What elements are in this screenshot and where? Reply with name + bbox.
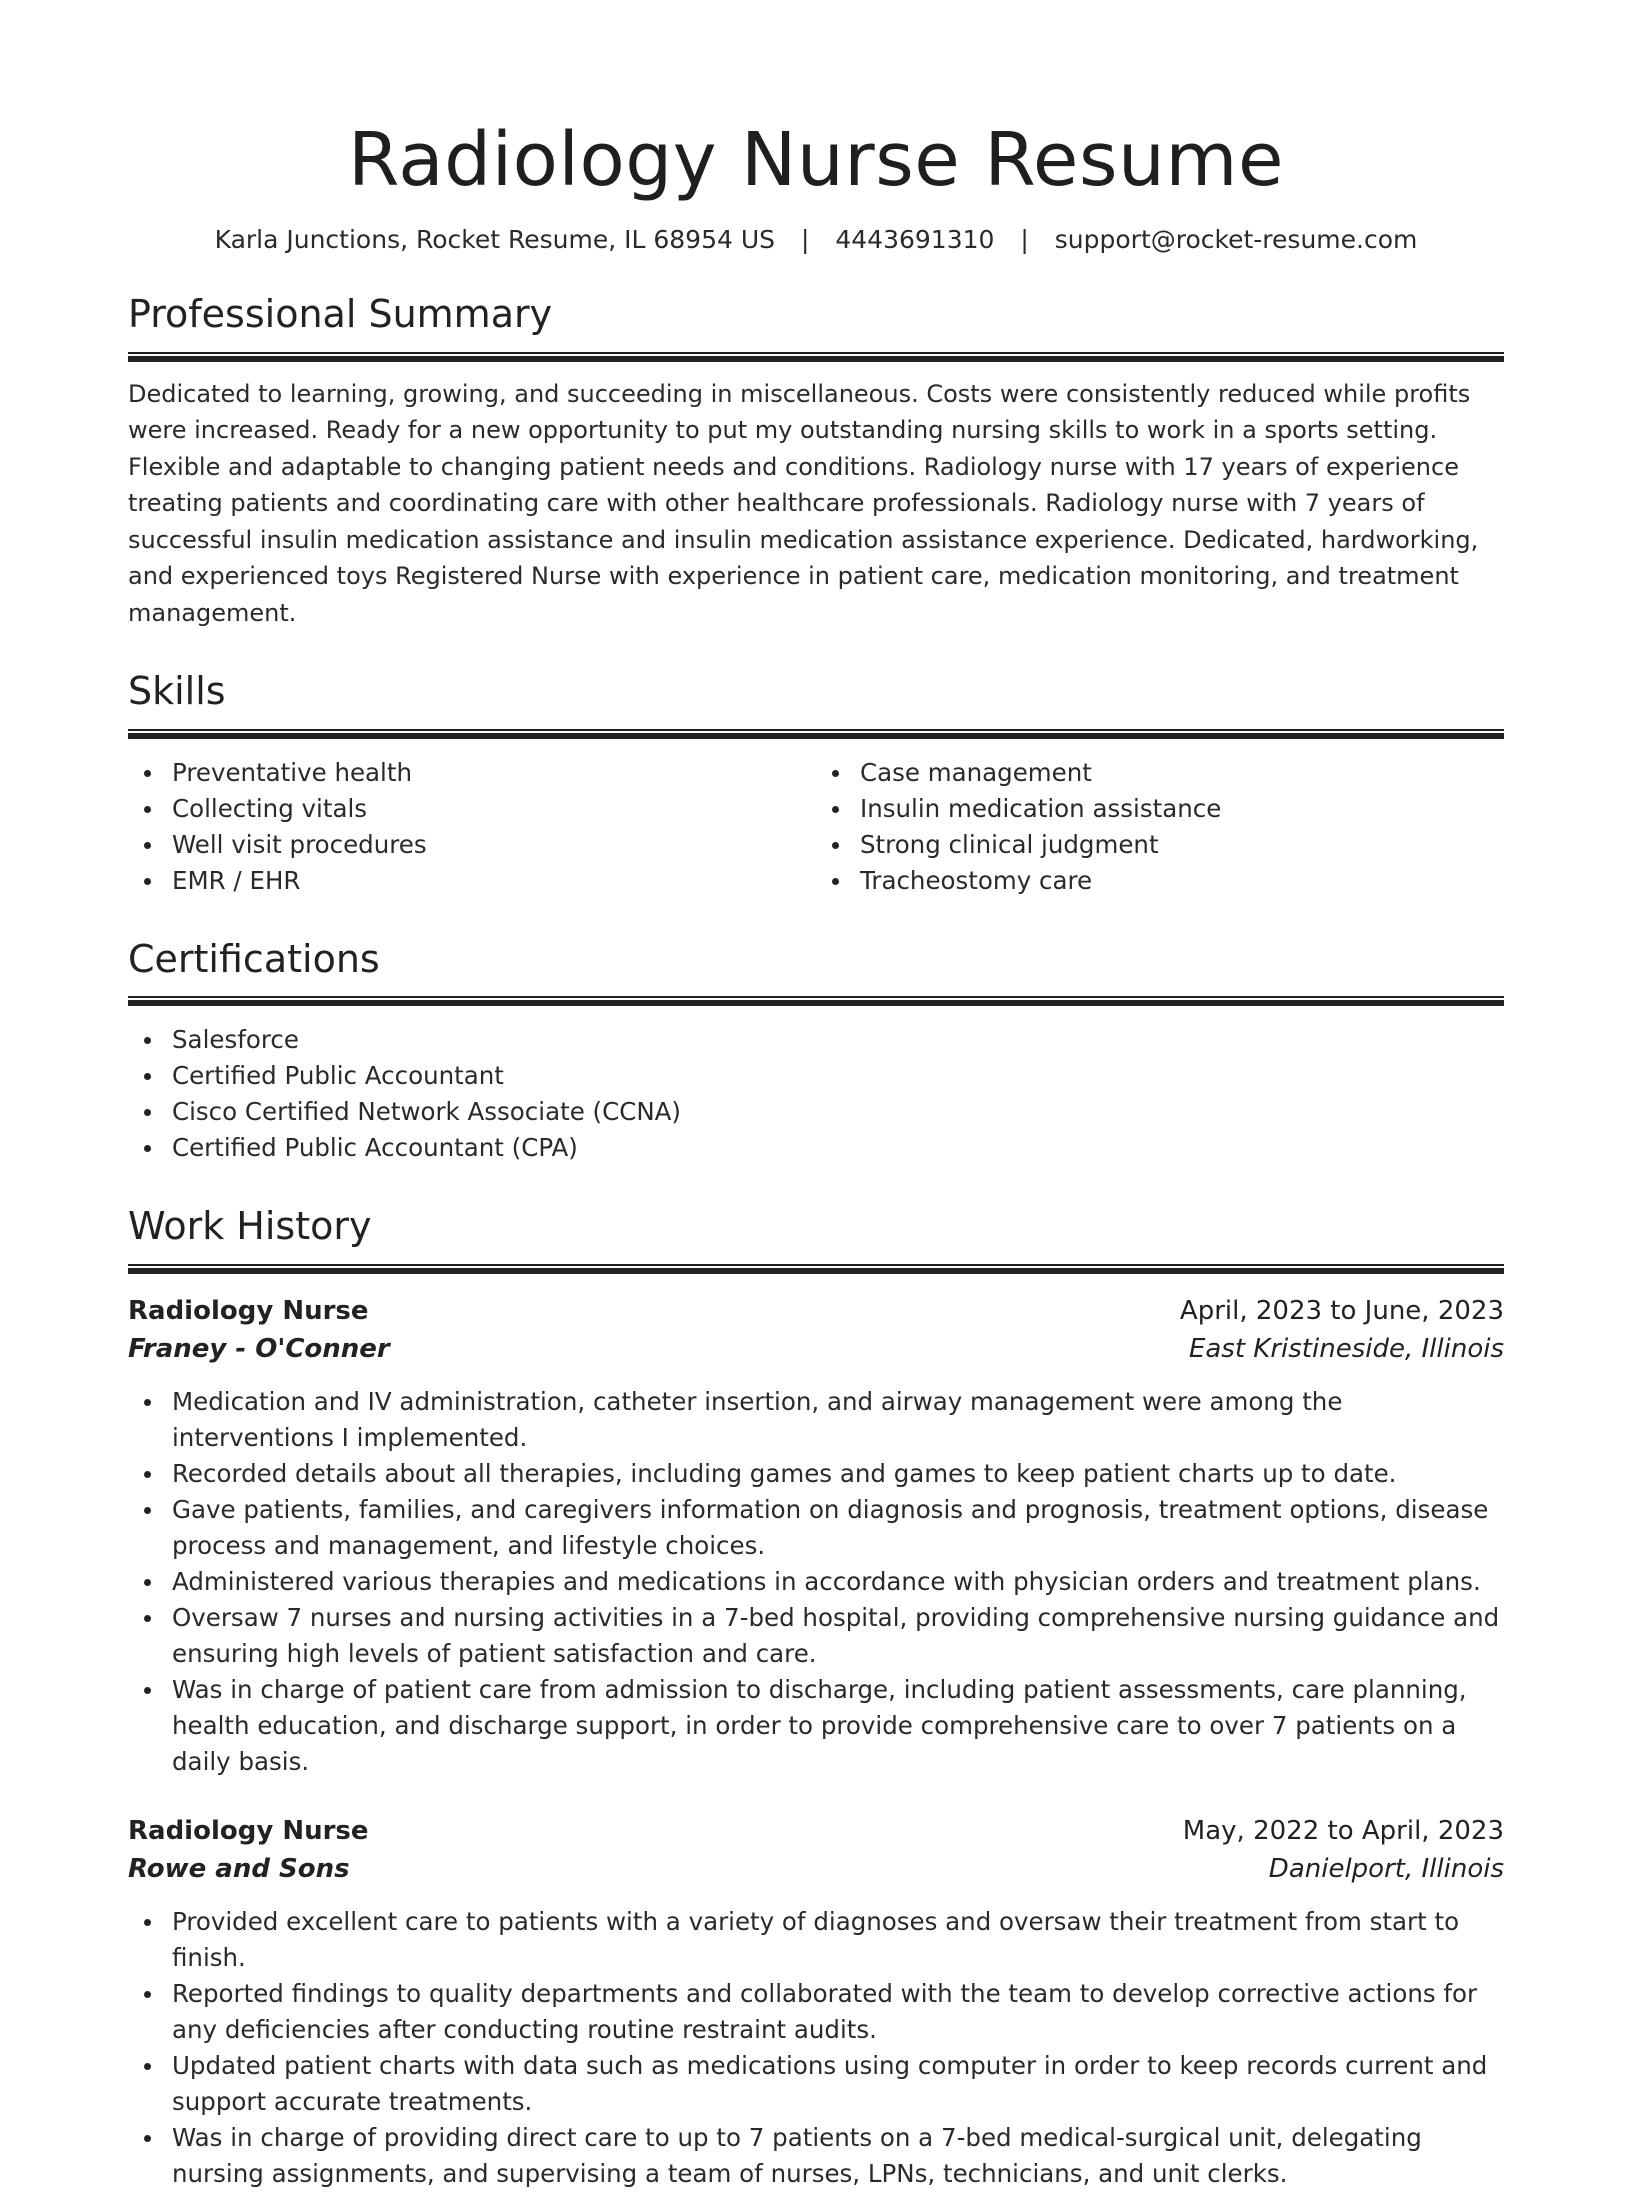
- job-location: Danielport, Illinois: [1268, 1853, 1504, 1884]
- job-company: Rowe and Sons: [128, 1853, 350, 1884]
- job-header-row: [128, 1812, 1504, 1850]
- job-bullet: Gave patients, families, and caregivers information on diagnosis and prognosis, treatment options, disease process and management, and lifestyle choices.: [128, 1492, 1504, 1564]
- resume-title: Radiology Nurse Resume: [347, 117, 1285, 203]
- skill-item: Preventative health: [128, 755, 816, 791]
- job-bullet: Administered various therapies and medications in accordance with physician orders and treatment plans.: [128, 1564, 1504, 1600]
- certifications-list: [128, 1022, 1504, 1166]
- section-divider: [128, 996, 1504, 1006]
- job-title: Radiology Nurse: [128, 1815, 369, 1846]
- job-location: East Kristineside, Illinois: [1188, 1333, 1504, 1364]
- skill-item: Insulin medication assistance: [816, 791, 1504, 827]
- job-company: Franey - O'Conner: [128, 1333, 390, 1364]
- skill-item: Collecting vitals: [128, 791, 816, 827]
- section-divider: [128, 729, 1504, 739]
- skill-item: EMR / EHR: [128, 863, 816, 899]
- section-title-summary: Professional Summary: [128, 292, 553, 337]
- certification-item: Cisco Certified Network Associate (CCNA): [128, 1094, 1504, 1130]
- work-history-section: [128, 1204, 1504, 1274]
- job-bullet: Medication and IV administration, catheter insertion, and airway management were among the interventions I implemented.: [128, 1384, 1504, 1456]
- summary-text: Dedicated to learning, growing, and succeeding in miscellaneous. Costs were consistently reduced while profits were increased. Ready for a new opportunity to put my outstanding nursing skills to work in a sports setting. Flexible and adaptable to changing patient needs and conditions. Radiology nurse with 17 years of experience treating patients and coordinating care with other healthcare professionals. Radiology nurse with 7 years of successful insulin medication assistance and insulin medication assistance experience. Dedicated, hardworking, and experienced toys Registered Nurse with experience in patient care, medication monitoring, and treatment management.: [128, 379, 1479, 627]
- section-divider: [128, 352, 1504, 362]
- job-bullet: Recorded details about all therapies, including games and games to keep patient charts up to date.: [128, 1456, 1504, 1492]
- job-bullet: Was in charge of patient care from admission to discharge, including patient assessments, care planning, health education, and discharge support, in order to provide comprehensive care to over 7 patients on a daily basis.: [128, 1672, 1504, 1780]
- contact-email: support@rocket-resume.com: [1054, 225, 1418, 255]
- job-bullet: Was in charge of providing direct care to up to 7 patients on a 7-bed medical-surgical unit, delegating nursing assignments, and supervising a team of nurses, LPNs, technicians, and unit clerks.: [128, 2120, 1504, 2192]
- skills-grid: [128, 755, 1504, 899]
- job-dates: May, 2022 to April, 2023: [1182, 1815, 1504, 1846]
- section-title-work-history: Work History: [128, 1204, 372, 1249]
- contact-separator: |: [800, 225, 810, 255]
- section-divider: [128, 1264, 1504, 1274]
- job-employer-row: [128, 1330, 1504, 1368]
- skills-section: [128, 669, 1504, 739]
- skill-item: Well visit procedures: [128, 827, 816, 863]
- job-bullets: [128, 1904, 1504, 2192]
- certifications-section: [128, 937, 1504, 1007]
- section-title-skills: Skills: [128, 669, 226, 714]
- contact-line: [128, 225, 1504, 254]
- skills-list-left: [128, 755, 816, 899]
- job-bullet: Reported findings to quality departments and collaborated with the team to develop corrective actions for any deficiencies after conducting routine restraint audits.: [128, 1976, 1504, 2048]
- job-bullets: [128, 1384, 1504, 1780]
- job-bullet: Provided excellent care to patients with a variety of diagnoses and oversaw their treatment from start to finish.: [128, 1904, 1504, 1976]
- certification-item: Certified Public Accountant: [128, 1058, 1504, 1094]
- certification-item: Salesforce: [128, 1022, 1504, 1058]
- job-entry: [128, 1292, 1504, 1780]
- job-bullet: Oversaw 7 nurses and nursing activities in a 7-bed hospital, providing comprehensive nursing guidance and ensuring high levels of patient satisfaction and care.: [128, 1600, 1504, 1672]
- skill-item: Case management: [816, 755, 1504, 791]
- job-dates: April, 2023 to June, 2023: [1179, 1295, 1504, 1326]
- contact-phone: 4443691310: [835, 225, 995, 255]
- summary-section: [128, 292, 1504, 362]
- skills-list-right: [816, 755, 1504, 899]
- job-header-row: [128, 1292, 1504, 1330]
- job-employer-row: [128, 1850, 1504, 1888]
- job-entry: [128, 1812, 1504, 2192]
- job-bullet: Updated patient charts with data such as medications using computer in order to keep records current and support accurate treatments.: [128, 2048, 1504, 2120]
- skill-item: Strong clinical judgment: [816, 827, 1504, 863]
- job-title: Radiology Nurse: [128, 1295, 369, 1326]
- skill-item: Tracheostomy care: [816, 863, 1504, 899]
- contact-address: Karla Junctions, Rocket Resume, IL 68954 US: [214, 225, 776, 255]
- section-title-certifications: Certifications: [128, 936, 380, 981]
- certification-item: Certified Public Accountant (CPA): [128, 1130, 1504, 1166]
- contact-separator: |: [1020, 225, 1029, 255]
